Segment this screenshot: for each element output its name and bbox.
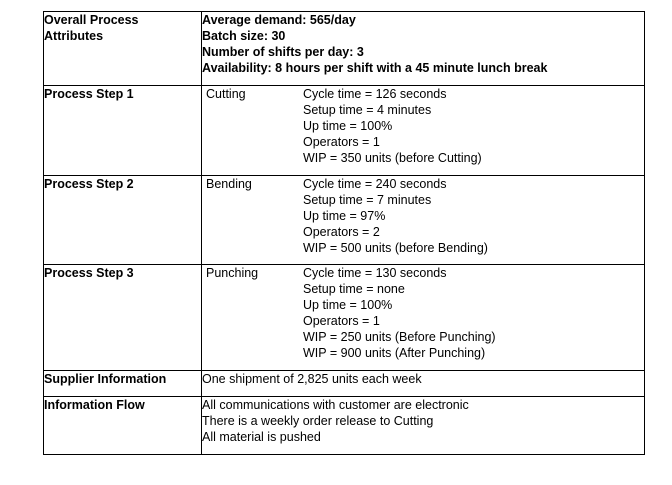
process-step-3-name: Punching xyxy=(206,266,259,280)
average-demand: Average demand: 565/day xyxy=(202,13,356,27)
shifts-per-day: Number of shifts per day: 3 xyxy=(202,45,364,59)
information-flow-row xyxy=(44,397,645,455)
supplier-information-row xyxy=(44,371,645,397)
overall-attributes-values xyxy=(202,12,645,86)
overall-attributes-row xyxy=(44,12,645,86)
process-step-1-attributes: Cycle time = 126 seconds Setup time = 4 minutes Up time = 100% Operators = 1 WIP = 350 units (before Cutting) xyxy=(303,87,482,165)
process-step-2-label: Process Step 2 xyxy=(44,176,202,265)
information-flow-label: Information Flow xyxy=(44,397,202,455)
availability: Availability: 8 hours per shift with a 45 minute lunch break xyxy=(202,61,548,75)
process-step-1-row xyxy=(44,86,645,176)
information-flow-values: All communications with customer are electronic There is a weekly order release to Cutting All material is pushed xyxy=(202,397,645,455)
process-step-1-name: Cutting xyxy=(206,87,246,101)
process-step-3-row xyxy=(44,265,645,371)
process-step-2-row xyxy=(44,176,645,265)
batch-size: Batch size: 30 xyxy=(202,29,286,43)
process-step-2-name: Bending xyxy=(206,177,252,191)
overall-attributes-label: Overall Process Attributes xyxy=(44,12,202,86)
process-step-1-label: Process Step 1 xyxy=(44,86,202,176)
process-step-2-attributes: Cycle time = 240 seconds Setup time = 7 minutes Up time = 97% Operators = 2 WIP = 500 units (before Bending) xyxy=(303,177,488,255)
supplier-information-value: One shipment of 2,825 units each week xyxy=(202,371,645,397)
process-step-3-attributes: Cycle time = 130 seconds Setup time = none Up time = 100% Operators = 1 WIP = 250 units (Before Punching) WIP = 900 units (After Punching) xyxy=(303,266,496,360)
process-step-3-label: Process Step 3 xyxy=(44,265,202,371)
process-attributes-table xyxy=(43,11,645,455)
supplier-information-label: Supplier Information xyxy=(44,371,202,397)
